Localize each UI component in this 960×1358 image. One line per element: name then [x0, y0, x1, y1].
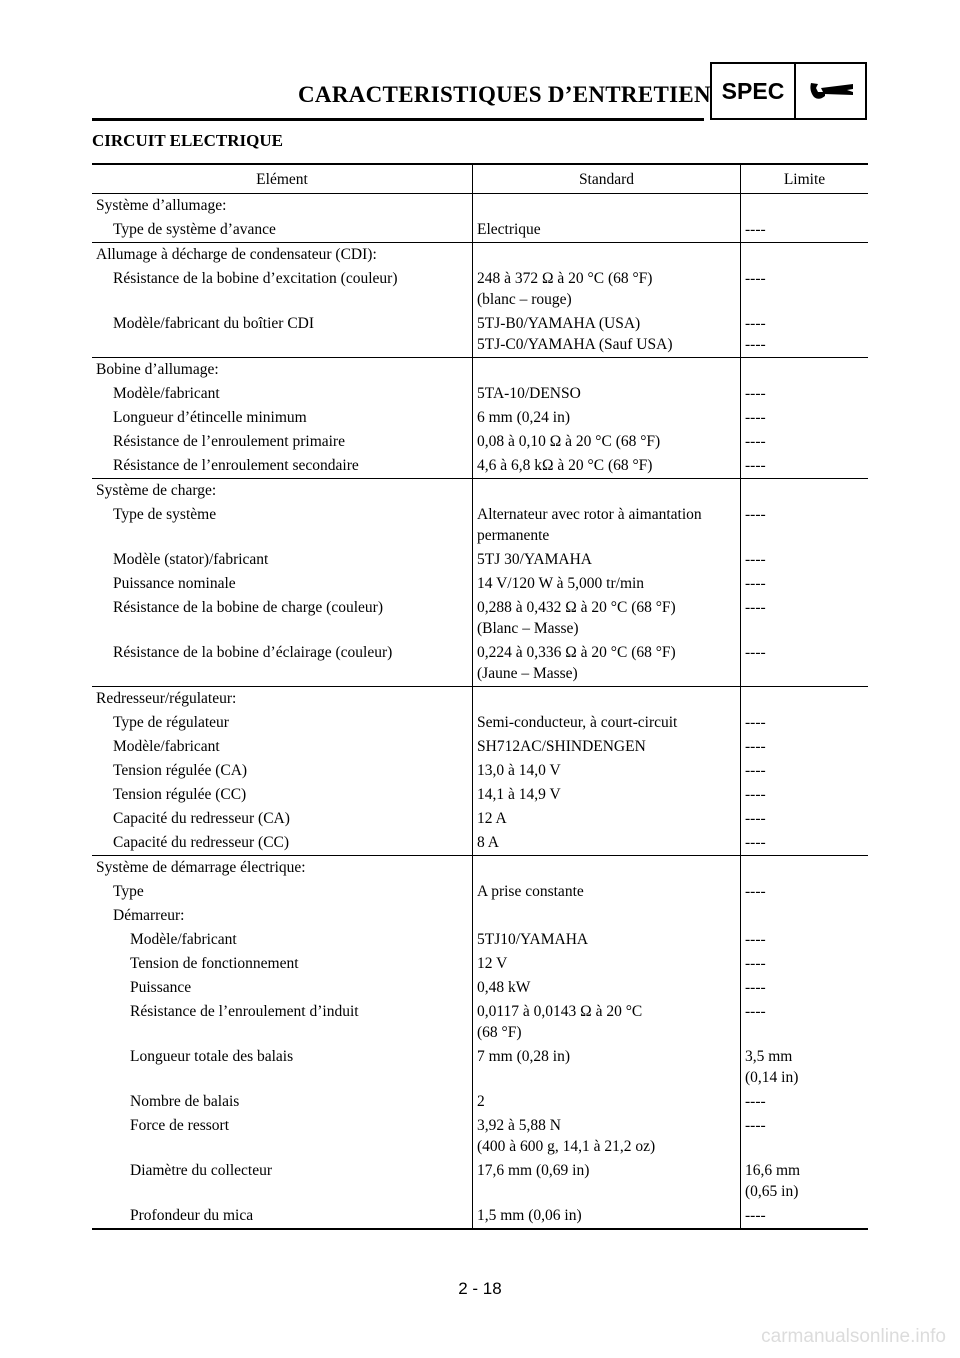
table-row: [92, 1114, 868, 1159]
standard-value: 4,6 à 6,8 kΩ à 20 °C (68 °F): [477, 457, 653, 474]
standard-value: 0,08 à 0,10 Ω à 20 °C (68 °F): [477, 433, 661, 450]
standard-cell: [473, 807, 741, 831]
element-cell: Tension régulée (CA): [113, 762, 248, 779]
standard-value: 7 mm (0,28 in): [477, 1048, 570, 1065]
limit-value: ----: [745, 883, 766, 900]
table-row: [92, 479, 868, 504]
table-row: [92, 976, 868, 1000]
table-row: [92, 880, 868, 904]
standard-value: 14,1 à 14,9 V: [477, 786, 561, 803]
table-row: [92, 783, 868, 807]
standard-value: 13,0 à 14,0 V: [477, 762, 561, 779]
table-row: [92, 1045, 868, 1090]
standard-cell: [473, 406, 741, 430]
standard-cell: [473, 430, 741, 454]
table-row: [92, 1000, 868, 1045]
limit-cell: [741, 596, 869, 641]
limit-value: ----: [745, 955, 766, 972]
page-header-title: CARACTERISTIQUES D’ENTRETIEN: [298, 82, 711, 107]
standard-value: Electrique: [477, 221, 541, 238]
table-row: [92, 218, 868, 243]
table-row: [92, 358, 868, 383]
limit-value: ----: [745, 270, 766, 287]
table-row: [92, 596, 868, 641]
standard-cell: [473, 1159, 741, 1204]
table-row: [92, 548, 868, 572]
table-row: [92, 687, 868, 712]
standard-value: (68 °F): [477, 1024, 522, 1041]
limit-value: ----: [745, 810, 766, 827]
standard-cell: [473, 267, 741, 312]
standard-cell: [473, 711, 741, 735]
standard-cell: [473, 382, 741, 406]
element-cell: Résistance de l’enroulement secondaire: [113, 457, 359, 474]
element-cell: Résistance de la bobine de charge (couleur): [113, 599, 383, 616]
element-cell: Longueur d’étincelle minimum: [113, 409, 307, 426]
standard-cell: [473, 976, 741, 1000]
element-cell: Type de régulateur: [113, 714, 229, 731]
standard-cell: [473, 358, 741, 383]
element-cell: Nombre de balais: [130, 1093, 240, 1110]
standard-value: 3,92 à 5,88 N: [477, 1117, 561, 1134]
element-cell: Redresseur/régulateur:: [92, 687, 473, 712]
standard-cell: [473, 856, 741, 881]
standard-value: 5TJ-B0/YAMAHA (USA): [477, 315, 641, 332]
standard-cell: [473, 783, 741, 807]
standard-cell: [473, 479, 741, 504]
standard-value: A prise constante: [477, 883, 584, 900]
limit-cell: [741, 382, 869, 406]
standard-cell: [473, 1000, 741, 1045]
limit-cell: [741, 904, 869, 928]
table-row: [92, 406, 868, 430]
element-cell: Longueur totale des balais: [130, 1048, 294, 1065]
standard-value: (Jaune – Masse): [477, 665, 578, 682]
limit-value: 16,6 mm: [745, 1162, 801, 1179]
standard-value: 12 V: [477, 955, 508, 972]
standard-value: 5TJ 30/YAMAHA: [477, 551, 592, 568]
standard-value: 0,288 à 0,432 Ω à 20 °C (68 °F): [477, 599, 676, 616]
limit-cell: [741, 479, 869, 504]
limit-cell: [741, 430, 869, 454]
standard-cell: [473, 904, 741, 928]
table-row: [92, 641, 868, 687]
electrical-spec-table: [92, 163, 868, 1230]
limit-value: ----: [745, 834, 766, 851]
column-header-standard: Standard: [473, 164, 741, 194]
element-cell: Bobine d’allumage:: [92, 358, 473, 383]
limit-value: ----: [745, 1003, 766, 1020]
standard-value: 2: [477, 1093, 485, 1110]
element-cell: Système de charge:: [92, 479, 473, 504]
limit-cell: [741, 641, 869, 687]
limit-value: ----: [745, 1093, 766, 1110]
table-row: [92, 1159, 868, 1204]
standard-value: 12 A: [477, 810, 507, 827]
standard-value: Alternateur avec rotor à aimantation: [477, 506, 702, 523]
standard-cell: [473, 641, 741, 687]
table-body: [92, 194, 868, 1230]
element-cell: Puissance: [130, 979, 192, 996]
table-row: [92, 572, 868, 596]
standard-cell: [473, 687, 741, 712]
table-row: [92, 928, 868, 952]
element-cell: Modèle/fabricant du boîtier CDI: [113, 315, 315, 332]
element-cell: Puissance nominale: [113, 575, 236, 592]
element-cell: Profondeur du mica: [92, 1204, 473, 1229]
table-row: [92, 711, 868, 735]
limit-cell: [741, 1204, 869, 1229]
limit-value: ----: [745, 762, 766, 779]
limit-cell: [741, 976, 869, 1000]
element-cell: Capacité du redresseur (CC): [113, 834, 290, 851]
limit-cell: [741, 312, 869, 358]
element-cell: Allumage à décharge de condensateur (CDI):: [92, 243, 473, 268]
element-cell: Résistance de la bobine d’éclairage (couleur): [113, 644, 393, 661]
limit-cell: [741, 711, 869, 735]
standard-cell: [473, 454, 741, 479]
element-cell: Résistance de l’enroulement primaire: [113, 433, 345, 450]
standard-value: 248 à 372 Ω à 20 °C (68 °F): [477, 270, 653, 287]
standard-value: 14 V/120 W à 5,000 tr/min: [477, 575, 645, 592]
element-cell: Modèle/fabricant: [113, 738, 220, 755]
limit-value: ----: [745, 786, 766, 803]
element-cell: Force de ressort: [130, 1117, 229, 1134]
limit-cell: [741, 831, 869, 856]
limit-value: ----: [745, 385, 766, 402]
element-cell: Capacité du redresseur (CA): [113, 810, 290, 827]
table-row: [92, 831, 868, 856]
table-row: [92, 904, 868, 928]
standard-cell: [473, 503, 741, 548]
element-cell: Démarreur:: [113, 907, 185, 924]
table-row: [92, 312, 868, 358]
element-cell: Type de système d’avance: [113, 221, 276, 238]
element-cell: Modèle/fabricant: [130, 931, 237, 948]
element-cell: Système de démarrage électrique:: [92, 856, 473, 881]
limit-value: ----: [745, 221, 766, 238]
standard-cell: [473, 952, 741, 976]
standard-value: SH712AC/SHINDENGEN: [477, 738, 646, 755]
standard-value: 0,0117 à 0,0143 Ω à 20 °C: [477, 1003, 643, 1020]
limit-cell: [741, 687, 869, 712]
limit-cell: [741, 503, 869, 548]
standard-value: 5TA-10/DENSO: [477, 385, 581, 402]
limit-cell: [741, 759, 869, 783]
element-cell: Système d’allumage:: [92, 194, 473, 219]
limit-value: ----: [745, 644, 766, 661]
limit-cell: [741, 1000, 869, 1045]
standard-value: permanente: [477, 527, 550, 544]
limit-cell: [741, 1159, 869, 1204]
table-row: [92, 1204, 868, 1229]
limit-value: (0,65 in): [745, 1183, 799, 1200]
standard-value: 0,48 kW: [477, 979, 531, 996]
standard-cell: [473, 218, 741, 243]
standard-value: (Blanc – Masse): [477, 620, 579, 637]
standard-value: 1,5 mm (0,06 in): [477, 1207, 582, 1224]
limit-cell: [741, 267, 869, 312]
limit-value: ----: [745, 1117, 766, 1134]
table-row: [92, 267, 868, 312]
table-header-row: [92, 164, 868, 194]
limit-value: ----: [745, 575, 766, 592]
standard-value: 6 mm (0,24 in): [477, 409, 570, 426]
table-row: [92, 1090, 868, 1114]
standard-cell: [473, 572, 741, 596]
standard-value: 8 A: [477, 834, 499, 851]
limit-cell: [741, 783, 869, 807]
limit-cell: [741, 880, 869, 904]
standard-value: Semi-conducteur, à court-circuit: [477, 714, 678, 731]
limit-value: ----: [745, 551, 766, 568]
column-header-limit: Limite: [741, 164, 869, 194]
element-cell: Modèle/fabricant: [113, 385, 220, 402]
element-cell: Tension de fonctionnement: [130, 955, 299, 972]
limit-cell: [741, 194, 869, 219]
limit-value: ----: [745, 315, 766, 332]
table-row: [92, 382, 868, 406]
limit-value: ----: [745, 714, 766, 731]
wrench-icon: [807, 78, 855, 104]
limit-value: ----: [745, 599, 766, 616]
watermark: carmanualsonline.info: [761, 1326, 946, 1347]
limit-cell: [741, 952, 869, 976]
standard-cell: [473, 831, 741, 856]
limit-value: 3,5 mm: [745, 1048, 793, 1065]
element-cell: Type: [113, 883, 144, 900]
standard-value: (400 à 600 g, 14,1 à 21,2 oz): [477, 1138, 656, 1155]
standard-cell: [473, 735, 741, 759]
standard-cell: [473, 194, 741, 219]
standard-cell: [473, 596, 741, 641]
limit-cell: [741, 856, 869, 881]
standard-cell: [473, 759, 741, 783]
limit-value: ----: [745, 738, 766, 755]
table-row: [92, 430, 868, 454]
limit-value: ----: [745, 506, 766, 523]
standard-cell: [473, 1114, 741, 1159]
element-cell: Diamètre du collecteur: [130, 1162, 273, 1179]
standard-value: 0,224 à 0,336 Ω à 20 °C (68 °F): [477, 644, 676, 661]
limit-value: ----: [745, 433, 766, 450]
standard-value: 5TJ-C0/YAMAHA (Sauf USA): [477, 336, 673, 353]
column-header-element: Elément: [92, 164, 473, 194]
standard-cell: [473, 880, 741, 904]
limit-cell: [741, 548, 869, 572]
element-cell: Résistance de la bobine d’excitation (couleur): [113, 270, 398, 287]
spec-badge: [710, 62, 867, 120]
limit-cell: [741, 406, 869, 430]
standard-value: (blanc – rouge): [477, 291, 572, 308]
limit-cell: [741, 807, 869, 831]
table-row: [92, 952, 868, 976]
limit-value: ----: [745, 1207, 766, 1224]
limit-value: ----: [745, 409, 766, 426]
standard-value: 17,6 mm (0,69 in): [477, 1162, 590, 1179]
element-cell: Résistance de l’enroulement d’induit: [130, 1003, 359, 1020]
limit-cell: [741, 243, 869, 268]
table-row: [92, 503, 868, 548]
page-number: 2 - 18: [458, 1279, 502, 1298]
table-row: [92, 759, 868, 783]
table-row: [92, 243, 868, 268]
limit-cell: [741, 735, 869, 759]
element-cell: Modèle (stator)/fabricant: [113, 551, 269, 568]
standard-cell: [473, 1204, 741, 1229]
table-row: [92, 194, 868, 219]
table-row: [92, 856, 868, 881]
limit-cell: [741, 1045, 869, 1090]
standard-cell: [473, 1090, 741, 1114]
spec-label: SPEC: [712, 64, 796, 118]
standard-cell: [473, 548, 741, 572]
standard-cell: [473, 243, 741, 268]
limit-value: ----: [745, 457, 766, 474]
limit-cell: [741, 1090, 869, 1114]
limit-cell: [741, 1114, 869, 1159]
element-cell: Type de système: [113, 506, 217, 523]
spec-icon-cell: [796, 64, 865, 118]
limit-value: (0,14 in): [745, 1069, 799, 1086]
element-cell: Tension régulée (CC): [113, 786, 247, 803]
section-title: CIRCUIT ELECTRIQUE: [92, 131, 283, 150]
limit-value: ----: [745, 336, 766, 353]
standard-value: 5TJ10/YAMAHA: [477, 931, 589, 948]
limit-cell: [741, 572, 869, 596]
standard-cell: [473, 312, 741, 358]
limit-cell: [741, 928, 869, 952]
limit-cell: [741, 218, 869, 243]
standard-cell: [473, 1045, 741, 1090]
limit-cell: [741, 454, 869, 479]
table-row: [92, 807, 868, 831]
standard-cell: [473, 928, 741, 952]
limit-cell: [741, 358, 869, 383]
limit-value: ----: [745, 979, 766, 996]
table-row: [92, 454, 868, 479]
header-rule: [92, 118, 704, 121]
table-row: [92, 735, 868, 759]
limit-value: ----: [745, 931, 766, 948]
